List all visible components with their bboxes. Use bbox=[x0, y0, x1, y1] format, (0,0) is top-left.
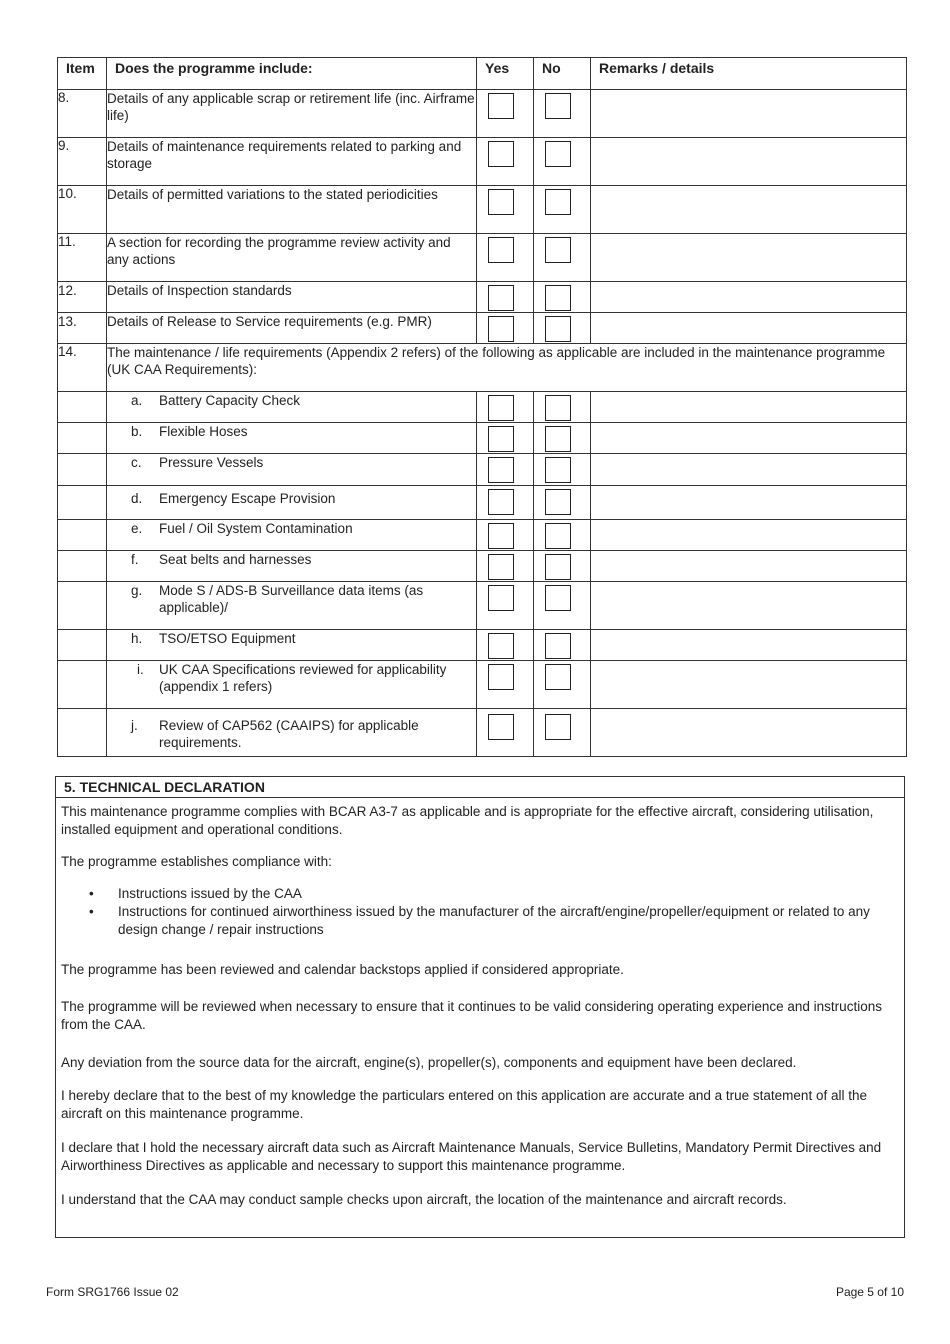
sub-item-description bbox=[107, 630, 477, 661]
item-number: 11. bbox=[58, 234, 107, 282]
sub-row bbox=[58, 630, 907, 661]
remarks-field[interactable] bbox=[591, 392, 907, 423]
item-number: 13. bbox=[58, 313, 107, 344]
item-number-blank bbox=[58, 661, 107, 709]
sub-item-text: Flexible Hoses bbox=[159, 424, 248, 439]
sub-item-letter: c. bbox=[131, 455, 142, 470]
sub-row bbox=[58, 454, 907, 486]
sub-row bbox=[58, 423, 907, 454]
yes-cell bbox=[477, 709, 534, 757]
sub-row bbox=[58, 486, 907, 520]
yes-cell bbox=[477, 282, 534, 313]
remarks-field[interactable] bbox=[591, 234, 907, 282]
remarks-field[interactable] bbox=[591, 630, 907, 661]
yes-checkbox[interactable] bbox=[488, 141, 514, 167]
section-title: 5. TECHNICAL DECLARATION bbox=[56, 776, 904, 798]
no-cell bbox=[534, 392, 591, 423]
declaration-paragraph: The programme will be reviewed when necessary to ensure that it continues to be valid considering operating experience and instructions from the CAA. bbox=[61, 999, 882, 1032]
remarks-field[interactable] bbox=[591, 454, 907, 486]
item-description: Details of Inspection standards bbox=[107, 282, 477, 313]
yes-checkbox[interactable] bbox=[488, 395, 514, 421]
item-number-blank bbox=[58, 454, 107, 486]
remarks-field[interactable] bbox=[591, 90, 907, 138]
sub-row bbox=[58, 520, 907, 551]
sub-row bbox=[58, 392, 907, 423]
remarks-field[interactable] bbox=[591, 282, 907, 313]
no-checkbox[interactable] bbox=[545, 395, 571, 421]
sub-item-description bbox=[107, 520, 477, 551]
yes-checkbox[interactable] bbox=[488, 426, 514, 452]
no-checkbox[interactable] bbox=[545, 489, 571, 515]
sub-item-description bbox=[107, 582, 477, 630]
no-checkbox[interactable] bbox=[545, 141, 571, 167]
remarks-field[interactable] bbox=[591, 138, 907, 186]
sub-item-text: Battery Capacity Check bbox=[159, 393, 301, 408]
remarks-field[interactable] bbox=[591, 313, 907, 344]
no-cell bbox=[534, 551, 591, 582]
table-row bbox=[58, 282, 907, 313]
table-header-row bbox=[58, 58, 907, 90]
no-checkbox[interactable] bbox=[545, 714, 571, 740]
sub-item-description bbox=[107, 551, 477, 582]
header-item: Item bbox=[58, 58, 107, 90]
remarks-field[interactable] bbox=[591, 486, 907, 520]
yes-cell bbox=[477, 520, 534, 551]
sub-item-text: Mode S / ADS-B Surveillance data items (as applicable)/ bbox=[159, 583, 424, 615]
yes-checkbox[interactable] bbox=[488, 585, 514, 611]
yes-checkbox[interactable] bbox=[488, 237, 514, 263]
item-number-blank bbox=[58, 582, 107, 630]
declaration-paragraph: I understand that the CAA may conduct sample checks upon aircraft, the location of the maintenance and aircraft records. bbox=[61, 1192, 787, 1207]
item-number: 9. bbox=[58, 138, 107, 186]
yes-checkbox[interactable] bbox=[488, 93, 514, 119]
no-checkbox[interactable] bbox=[545, 426, 571, 452]
yes-cell bbox=[477, 234, 534, 282]
form-reference: Form SRG1766 Issue 02 bbox=[46, 1285, 179, 1299]
no-cell bbox=[534, 486, 591, 520]
yes-checkbox[interactable] bbox=[488, 664, 514, 690]
sub-item-letter: h. bbox=[131, 631, 143, 646]
item-number-blank bbox=[58, 392, 107, 423]
sub-item-description bbox=[107, 486, 477, 520]
sub-item-description bbox=[107, 454, 477, 486]
yes-cell bbox=[477, 313, 534, 344]
yes-cell bbox=[477, 138, 534, 186]
declaration-paragraph: This maintenance programme complies with BCAR A3-7 as applicable and is appropriate for the effective aircraft, considering utilisation, installed equipment and operational conditions. bbox=[61, 804, 874, 837]
no-checkbox[interactable] bbox=[545, 585, 571, 611]
sub-item-text: Emergency Escape Provision bbox=[159, 491, 336, 506]
item-number: 10. bbox=[58, 186, 107, 234]
no-cell bbox=[534, 234, 591, 282]
header-yes: Yes bbox=[477, 58, 534, 90]
declaration-paragraph: I hereby declare that to the best of my knowledge the particulars entered on this application are accurate and a true statement of all the aircraft on this maintenance programme. bbox=[61, 1088, 867, 1121]
yes-checkbox[interactable] bbox=[488, 285, 514, 311]
table-row bbox=[58, 313, 907, 344]
remarks-field[interactable] bbox=[591, 520, 907, 551]
no-checkbox[interactable] bbox=[545, 285, 571, 311]
header-remarks: Remarks / details bbox=[591, 58, 907, 90]
table-row bbox=[58, 344, 907, 392]
sub-item-text: Fuel / Oil System Contamination bbox=[159, 521, 353, 536]
sub-item-letter: a. bbox=[131, 393, 143, 408]
yes-checkbox[interactable] bbox=[488, 189, 514, 215]
no-cell bbox=[534, 186, 591, 234]
no-checkbox[interactable] bbox=[545, 664, 571, 690]
sub-row bbox=[58, 709, 907, 757]
header-description: Does the programme include: bbox=[107, 58, 477, 90]
remarks-field[interactable] bbox=[591, 551, 907, 582]
item-number-blank bbox=[58, 630, 107, 661]
item-number-blank bbox=[58, 423, 107, 454]
item-number: 8. bbox=[58, 90, 107, 138]
sub-item-letter: f. bbox=[131, 552, 139, 567]
no-cell bbox=[534, 423, 591, 454]
yes-cell bbox=[477, 630, 534, 661]
yes-checkbox[interactable] bbox=[488, 523, 514, 549]
yes-cell bbox=[477, 186, 534, 234]
no-checkbox[interactable] bbox=[545, 523, 571, 549]
list-item: • Instructions issued by the CAA bbox=[61, 885, 884, 903]
yes-cell bbox=[477, 90, 534, 138]
sub-item-text: UK CAA Specifications reviewed for applicability (appendix 1 refers) bbox=[159, 662, 447, 694]
sub-row bbox=[58, 582, 907, 630]
no-cell bbox=[534, 661, 591, 709]
no-cell bbox=[534, 630, 591, 661]
sub-item-text: Seat belts and harnesses bbox=[159, 552, 312, 567]
item-description: A section for recording the programme review activity and any actions bbox=[107, 234, 477, 282]
yes-checkbox[interactable] bbox=[488, 633, 514, 659]
yes-cell bbox=[477, 454, 534, 486]
item-description: Details of permitted variations to the stated periodicities bbox=[107, 186, 477, 234]
table-row bbox=[58, 90, 907, 138]
no-cell bbox=[534, 454, 591, 486]
item-number-blank bbox=[58, 520, 107, 551]
item-number: 14. bbox=[58, 344, 107, 392]
technical-declaration-section bbox=[55, 776, 905, 1238]
yes-cell bbox=[477, 551, 534, 582]
sub-item-description bbox=[107, 423, 477, 454]
sub-row bbox=[58, 551, 907, 582]
sub-row bbox=[58, 661, 907, 709]
sub-item-letter: d. bbox=[131, 491, 143, 506]
remarks-field[interactable] bbox=[591, 186, 907, 234]
item-number-blank bbox=[58, 486, 107, 520]
yes-cell bbox=[477, 392, 534, 423]
table-row bbox=[58, 234, 907, 282]
header-no: No bbox=[534, 58, 591, 90]
no-cell bbox=[534, 582, 591, 630]
sub-item-description bbox=[107, 392, 477, 423]
yes-checkbox[interactable] bbox=[488, 714, 514, 740]
no-checkbox[interactable] bbox=[545, 554, 571, 580]
item-number-blank bbox=[58, 551, 107, 582]
sub-item-letter: g. bbox=[131, 583, 143, 598]
compliance-list bbox=[61, 885, 884, 939]
yes-checkbox[interactable] bbox=[488, 489, 514, 515]
no-checkbox[interactable] bbox=[545, 633, 571, 659]
no-checkbox[interactable] bbox=[545, 237, 571, 263]
sub-item-letter: b. bbox=[131, 424, 143, 439]
no-checkbox[interactable] bbox=[545, 316, 571, 342]
programme-checklist-table bbox=[57, 57, 907, 757]
declaration-paragraph: The programme establishes compliance with: bbox=[61, 854, 332, 869]
no-cell bbox=[534, 709, 591, 757]
yes-cell bbox=[477, 423, 534, 454]
list-item: • Instructions for continued airworthiness issued by the manufacturer of the aircraft/engine/propeller/equipment or related to any design change / repair instructions bbox=[61, 903, 884, 939]
item-description: Details of any applicable scrap or retirement life (inc. Airframe life) bbox=[107, 90, 477, 138]
item-description: Details of Release to Service requirements (e.g. PMR) bbox=[107, 313, 477, 344]
remarks-field[interactable] bbox=[591, 709, 907, 757]
no-cell bbox=[534, 138, 591, 186]
no-checkbox[interactable] bbox=[545, 189, 571, 215]
yes-checkbox[interactable] bbox=[488, 457, 514, 483]
item-number: 12. bbox=[58, 282, 107, 313]
yes-cell bbox=[477, 661, 534, 709]
no-cell bbox=[534, 313, 591, 344]
yes-checkbox[interactable] bbox=[488, 554, 514, 580]
declaration-paragraph: Any deviation from the source data for the aircraft, engine(s), propeller(s), components and equipment have been declared. bbox=[61, 1055, 797, 1070]
yes-cell bbox=[477, 486, 534, 520]
table-row bbox=[58, 186, 907, 234]
sub-item-text: Pressure Vessels bbox=[159, 455, 264, 470]
no-checkbox[interactable] bbox=[545, 457, 571, 483]
sub-item-description bbox=[107, 709, 477, 757]
declaration-paragraph: I declare that I hold the necessary aircraft data such as Aircraft Maintenance Manuals, Service Bulletins, Mandatory Permit Directives and Airworthiness Directives as applicable and necessary to support this maintenance programme. bbox=[61, 1140, 882, 1173]
no-cell bbox=[534, 282, 591, 313]
sub-item-letter: j. bbox=[131, 718, 138, 733]
item-description: The maintenance / life requirements (Appendix 2 refers) of the following as applicable are included in the maintenance programme (UK CAA Requirements): bbox=[107, 344, 907, 392]
item-number-blank bbox=[58, 709, 107, 757]
sub-item-letter: i. bbox=[137, 662, 144, 677]
sub-item-letter: e. bbox=[131, 521, 143, 536]
no-cell bbox=[534, 90, 591, 138]
yes-checkbox[interactable] bbox=[488, 316, 514, 342]
table-row bbox=[58, 138, 907, 186]
remarks-field[interactable] bbox=[591, 582, 907, 630]
sub-item-text: Review of CAP562 (CAAIPS) for applicable requirements. bbox=[159, 718, 419, 750]
declaration-paragraph: The programme has been reviewed and calendar backstops applied if considered appropriate. bbox=[61, 962, 624, 977]
yes-cell bbox=[477, 582, 534, 630]
sub-item-text: TSO/ETSO Equipment bbox=[159, 631, 296, 646]
no-cell bbox=[534, 520, 591, 551]
page-number: Page 5 of 10 bbox=[835, 1285, 904, 1299]
no-checkbox[interactable] bbox=[545, 93, 571, 119]
item-description: Details of maintenance requirements related to parking and storage bbox=[107, 138, 477, 186]
remarks-field[interactable] bbox=[591, 423, 907, 454]
remarks-field[interactable] bbox=[591, 661, 907, 709]
sub-item-description bbox=[107, 661, 477, 709]
